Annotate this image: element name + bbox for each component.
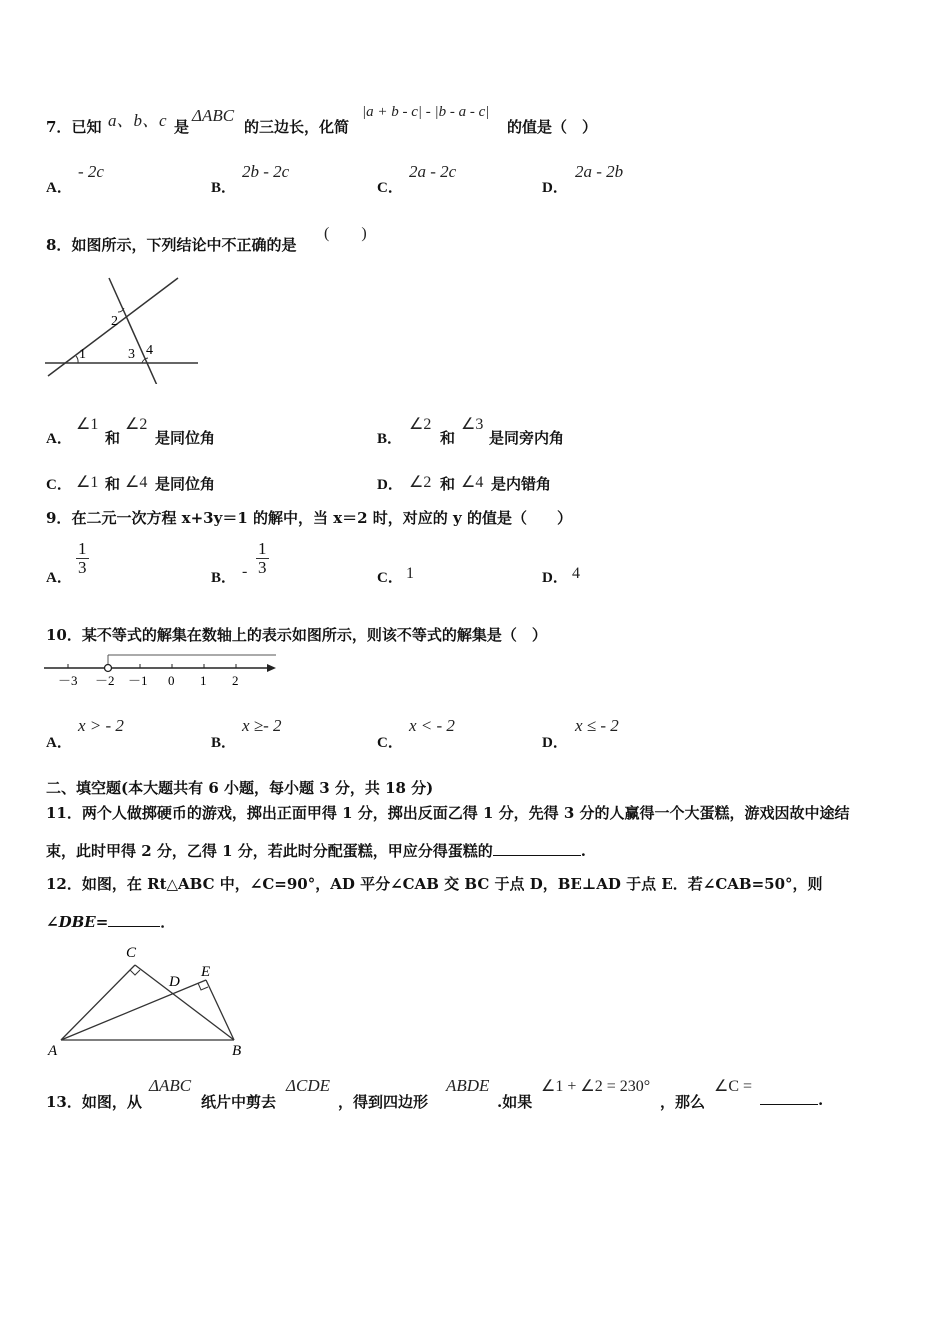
- q13-triangle-abc: ΔABC: [149, 1076, 192, 1095]
- q13-text-2: 纸片中剪去: [201, 1093, 277, 1111]
- q9-option-d-label: D．: [542, 570, 568, 586]
- q12-label-b: B: [232, 1043, 242, 1059]
- q10-tick-label-m2: －2: [95, 673, 115, 688]
- q13-text-4: .如果: [497, 1093, 533, 1111]
- q9-option-a-fraction: $\frac{1}{3}$: [78, 539, 87, 577]
- q7-option-c-label: C．: [377, 180, 403, 196]
- q13-text-5: ，那么: [660, 1093, 706, 1111]
- q7-option-b-label: B．: [211, 180, 237, 196]
- q11-line-1: 11．两个人做掷硬币的游戏，掷出正面甲得 1 分，掷出反面乙得 1 分，先得 3 分的人赢得一个大蛋糕，游戏因故中途结: [46, 804, 850, 822]
- q8-option-d-tail: 是内错角: [491, 475, 552, 493]
- q8-option-a-angle-2: ∠2: [125, 416, 148, 433]
- q8-option-a-tail: 是同位角: [155, 429, 216, 447]
- q13-angle-c: ∠C =: [714, 1078, 753, 1095]
- q8-stem: 8．如图所示，下列结论中不正确的是: [46, 236, 297, 254]
- q7-is: 是: [174, 118, 190, 136]
- q13-condition: ∠1 + ∠2 = 230°: [541, 1078, 651, 1095]
- q8-figure: [40, 272, 210, 384]
- q10-option-a-label: A．: [46, 735, 72, 751]
- q12-answer-blank[interactable]: [108, 926, 160, 927]
- q8-option-d-and: 和: [440, 475, 456, 493]
- q12-segment-ae: [61, 980, 206, 1040]
- q8-option-b-tail: 是同旁内角: [489, 429, 565, 447]
- q7-option-b-value: 2b - 2c: [242, 162, 290, 181]
- q10-option-a-value: x > - 2: [78, 716, 124, 735]
- q13-triangle-cde: ΔCDE: [286, 1076, 330, 1095]
- q9-option-c-label: C．: [377, 570, 403, 586]
- q7-option-a-label: A．: [46, 180, 72, 196]
- q10-stem: 10．某不等式的解集在数轴上的表示如图所示，则该不等式的解集是（ ）: [46, 626, 547, 644]
- q8-option-d-angle-1: ∠2: [409, 474, 432, 491]
- q8-option-a-angle-1: ∠1: [76, 416, 99, 433]
- q9-option-d-value: 4: [572, 565, 580, 582]
- q13-answer: .: [760, 1091, 823, 1109]
- q10-option-d-value: x ≤ - 2: [575, 716, 619, 735]
- q7-stem-end: 的值是（ ）: [507, 118, 598, 136]
- q7-expression: |a + b - c| - |b - a - c|: [362, 104, 490, 120]
- q8-option-b-angle-1: ∠2: [409, 416, 432, 433]
- q10-tick-label-0: 0: [168, 673, 175, 688]
- q9-stem: 9．在二元一次方程 x+3y＝1 的解中，当 x＝2 时，对应的 y 的值是（ ）: [46, 509, 572, 527]
- q13-quadrilateral: ABDE: [446, 1076, 490, 1095]
- q7-option-d-label: D．: [542, 180, 568, 196]
- q7-stem-mid: 的三边长，化简: [244, 118, 350, 136]
- q8-option-c-label: C．: [46, 477, 72, 493]
- q8-option-a-and: 和: [105, 429, 121, 447]
- q13-answer-blank[interactable]: [760, 1104, 818, 1105]
- q10-option-b-value: x ≥- 2: [242, 716, 282, 735]
- q10-number-line: [40, 650, 285, 692]
- q8-label-2: 2: [111, 314, 118, 329]
- q9-option-b-fraction: $\frac{1}{3}$: [258, 539, 267, 577]
- q8-option-c-and: 和: [105, 475, 121, 493]
- q8-option-b-label: B．: [377, 431, 403, 447]
- q10-open-point: [105, 665, 112, 672]
- q9-option-b-label: B．: [211, 570, 237, 586]
- q12-figure: [44, 940, 254, 1060]
- q13-stem-start: 13．如图，从: [46, 1093, 142, 1111]
- q10-tick-label-m1: －1: [128, 673, 148, 688]
- q7-option-d-value: 2a - 2b: [575, 162, 624, 181]
- q10-tick-label-1: 1: [200, 673, 207, 688]
- q8-option-b-and: 和: [440, 429, 456, 447]
- q8-angle-1-arc: [76, 356, 78, 363]
- q8-label-3: 3: [128, 347, 135, 362]
- q10-option-c-label: C．: [377, 735, 403, 751]
- q12-label-a: A: [48, 1043, 58, 1059]
- q8-option-b-angle-2: ∠3: [461, 416, 484, 433]
- q9-option-b-sign: -: [242, 563, 248, 580]
- q10-axis-arrow: [267, 664, 276, 672]
- q12-side-cb: [135, 965, 234, 1040]
- q8-option-c-angle-2: ∠4: [125, 474, 148, 491]
- q10-option-b-label: B．: [211, 735, 237, 751]
- q8-option-a-label: A．: [46, 431, 72, 447]
- q12-right-angle-c: [130, 970, 140, 975]
- q8-label-4: 4: [146, 343, 153, 358]
- q10-option-d-label: D．: [542, 735, 568, 751]
- q8-option-c-tail: 是同位角: [155, 475, 216, 493]
- q8-slanted-line-2: [109, 278, 160, 384]
- q7-option-c-value: 2a - 2c: [409, 162, 457, 181]
- q10-option-c-value: x < - 2: [409, 716, 455, 735]
- q10-tick-label-m3: －3: [58, 673, 78, 688]
- q9-option-c-value: 1: [406, 565, 414, 582]
- q10-tick-label-2: 2: [232, 673, 239, 688]
- q12-side-ac: [61, 965, 135, 1040]
- q8-label-1: 1: [79, 347, 86, 362]
- q12-segment-be: [206, 980, 234, 1040]
- section-2-title: 二、填空题(本大题共有 6 小题，每小题 3 分，共 18 分): [46, 779, 434, 797]
- q7-triangle: ΔABC: [192, 106, 235, 125]
- q8-option-d-label: D．: [377, 477, 403, 493]
- q12-line-1: 12．如图，在 Rt△ABC 中，∠C=90°，AD 平分∠CAB 交 BC 于点 D，BE⊥AD 于点 E．若∠CAB=50°，则: [46, 875, 823, 893]
- q13-text-3: ，得到四边形: [338, 1093, 429, 1111]
- q12-right-angle-e: [198, 983, 208, 990]
- q8-option-c-angle-1: ∠1: [76, 474, 99, 491]
- q7-stem-start: 7．已知: [46, 118, 102, 136]
- q8-option-d-angle-2: ∠4: [461, 474, 484, 491]
- q7-option-a-value: - 2c: [78, 162, 104, 181]
- q11-line-2: 束，此时甲得 2 分，乙得 1 分，若此时分配蛋糕，甲应分得蛋糕的 .: [46, 842, 586, 860]
- q12-line-2: ∠DBE= ．: [46, 913, 176, 931]
- q9-option-a-label: A．: [46, 570, 72, 586]
- q7-vars: a、b、c: [108, 111, 167, 130]
- q8-answer-paren: ( ): [324, 225, 367, 242]
- q12-label-e: E: [201, 964, 211, 980]
- q12-label-c: C: [126, 945, 137, 961]
- q12-label-d: D: [169, 974, 180, 990]
- q11-answer-blank[interactable]: [493, 855, 581, 856]
